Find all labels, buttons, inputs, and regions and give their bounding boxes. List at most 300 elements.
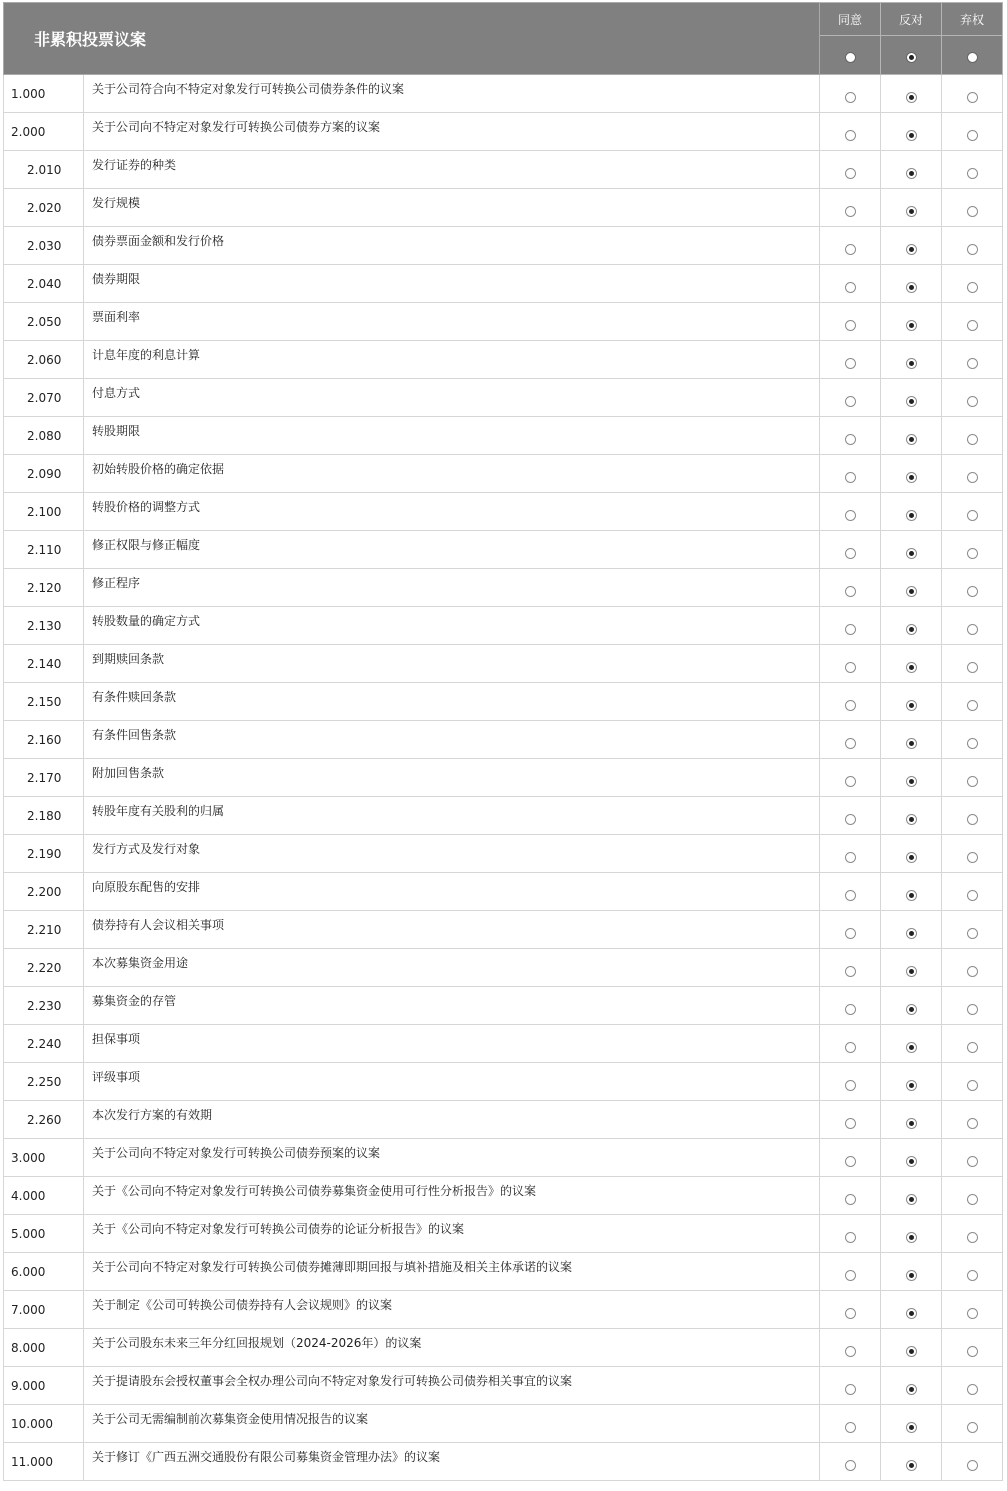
abstain-radio[interactable] <box>967 586 978 597</box>
abstain-radio[interactable] <box>967 814 978 825</box>
agree-radio[interactable] <box>845 1346 856 1357</box>
agree-radio[interactable] <box>845 1232 856 1243</box>
oppose-radio[interactable] <box>906 1308 917 1319</box>
agree-radio[interactable] <box>845 776 856 787</box>
abstain-radio[interactable] <box>967 852 978 863</box>
vote-cell-abstain <box>942 1367 1003 1405</box>
vote-cell-agree <box>820 455 881 493</box>
proposal-title: 关于公司股东未来三年分红回报规划（2024-2026年）的议案 <box>92 1336 422 1350</box>
vote-cell-abstain <box>942 303 1003 341</box>
proposal-number: 2.160 <box>4 721 84 759</box>
agree-radio[interactable] <box>845 1270 856 1281</box>
proposal-title: 债券持有人会议相关事项 <box>92 918 225 932</box>
vote-cell-oppose <box>881 303 942 341</box>
proposal-title: 计息年度的利息计算 <box>92 348 201 362</box>
abstain-radio[interactable] <box>967 700 978 711</box>
oppose-radio[interactable] <box>906 472 917 483</box>
oppose-radio[interactable] <box>906 244 917 255</box>
proposal-number: 2.060 <box>4 341 84 379</box>
oppose-radio[interactable] <box>906 510 917 521</box>
abstain-radio[interactable] <box>967 1156 978 1167</box>
agree-radio[interactable] <box>845 1118 856 1129</box>
abstain-radio[interactable] <box>967 776 978 787</box>
agree-radio[interactable] <box>845 130 856 141</box>
agree-radio[interactable] <box>845 738 856 749</box>
proposal-number: 2.120 <box>4 569 84 607</box>
proposal-number: 2.250 <box>4 1063 84 1101</box>
proposal-title-cell <box>84 1025 820 1063</box>
agree-radio[interactable] <box>845 548 856 559</box>
proposal-title-cell <box>84 1215 820 1253</box>
agree-radio[interactable] <box>845 1308 856 1319</box>
agree-radio[interactable] <box>845 662 856 673</box>
vote-cell-abstain <box>942 835 1003 873</box>
vote-cell-oppose <box>881 645 942 683</box>
vote-cell-agree <box>820 303 881 341</box>
oppose-radio[interactable] <box>906 130 917 141</box>
select-all-abstain-radio[interactable] <box>967 52 978 63</box>
proposal-title-cell <box>84 759 820 797</box>
table-row <box>4 303 1003 341</box>
oppose-radio[interactable] <box>906 852 917 863</box>
oppose-radio[interactable] <box>906 1194 917 1205</box>
abstain-radio[interactable] <box>967 206 978 217</box>
oppose-radio[interactable] <box>906 1004 917 1015</box>
vote-cell-abstain <box>942 189 1003 227</box>
agree-radio[interactable] <box>845 510 856 521</box>
vote-cell-oppose <box>881 1101 942 1139</box>
proposal-title: 转股年度有关股利的归属 <box>92 804 225 818</box>
proposal-number: 2.170 <box>4 759 84 797</box>
vote-cell-abstain <box>942 683 1003 721</box>
oppose-radio[interactable] <box>906 662 917 673</box>
vote-cell-abstain <box>942 341 1003 379</box>
table-row <box>4 911 1003 949</box>
proposal-title-cell <box>84 1291 820 1329</box>
agree-radio[interactable] <box>845 814 856 825</box>
vote-cell-oppose <box>881 1139 942 1177</box>
proposal-number: 1.000 <box>4 75 84 113</box>
table-row <box>4 455 1003 493</box>
vote-cell-oppose <box>881 949 942 987</box>
oppose-radio[interactable] <box>906 890 917 901</box>
vote-cell-agree <box>820 1139 881 1177</box>
proposal-title: 有条件赎回条款 <box>92 690 177 704</box>
oppose-radio[interactable] <box>906 168 917 179</box>
abstain-radio[interactable] <box>967 1422 978 1433</box>
vote-cell-oppose <box>881 911 942 949</box>
column-header-agree: 同意 <box>820 3 881 36</box>
proposal-title: 关于《公司向不特定对象发行可转换公司债券募集资金使用可行性分析报告》的议案 <box>92 1184 537 1198</box>
proposal-number: 2.000 <box>4 113 84 151</box>
abstain-radio[interactable] <box>967 928 978 939</box>
proposal-title: 担保事项 <box>92 1032 141 1046</box>
select-all-agree-radio[interactable] <box>845 52 856 63</box>
vote-cell-agree <box>820 151 881 189</box>
proposal-title: 关于提请股东会授权董事会全权办理公司向不特定对象发行可转换公司债券相关事宜的议案 <box>92 1374 573 1388</box>
table-row <box>4 759 1003 797</box>
oppose-radio[interactable] <box>906 1156 917 1167</box>
proposal-number: 2.130 <box>4 607 84 645</box>
abstain-radio[interactable] <box>967 662 978 673</box>
proposal-table <box>3 2 1003 1481</box>
vote-cell-agree <box>820 1025 881 1063</box>
oppose-radio[interactable] <box>906 206 917 217</box>
proposal-title: 向原股东配售的安排 <box>92 880 201 894</box>
vote-cell-abstain <box>942 1443 1003 1481</box>
proposal-title: 债券票面金额和发行价格 <box>92 234 225 248</box>
vote-cell-abstain <box>942 1025 1003 1063</box>
vote-cell-agree <box>820 607 881 645</box>
vote-cell-agree <box>820 1329 881 1367</box>
oppose-radio[interactable] <box>906 358 917 369</box>
abstain-radio[interactable] <box>967 1232 978 1243</box>
table-row <box>4 189 1003 227</box>
vote-cell-oppose <box>881 493 942 531</box>
abstain-radio[interactable] <box>967 130 978 141</box>
vote-cell-abstain <box>942 1253 1003 1291</box>
proposal-title-cell <box>84 75 820 113</box>
agree-radio[interactable] <box>845 852 856 863</box>
table-row <box>4 569 1003 607</box>
abstain-radio[interactable] <box>967 1460 978 1471</box>
agree-radio[interactable] <box>845 1422 856 1433</box>
vote-cell-agree <box>820 949 881 987</box>
vote-cell-abstain <box>942 493 1003 531</box>
vote-cell-agree <box>820 1405 881 1443</box>
proposal-number: 2.110 <box>4 531 84 569</box>
proposal-title-cell <box>84 835 820 873</box>
abstain-radio[interactable] <box>967 1194 978 1205</box>
proposal-title-cell <box>84 1405 820 1443</box>
column-header-abstain: 弃权 <box>942 3 1003 36</box>
agree-radio[interactable] <box>845 966 856 977</box>
vote-cell-abstain <box>942 911 1003 949</box>
vote-cell-agree <box>820 569 881 607</box>
proposal-number: 2.150 <box>4 683 84 721</box>
oppose-radio[interactable] <box>906 1460 917 1471</box>
vote-cell-oppose <box>881 379 942 417</box>
vote-cell-oppose <box>881 1025 942 1063</box>
oppose-radio[interactable] <box>906 1042 917 1053</box>
agree-radio[interactable] <box>845 890 856 901</box>
abstain-radio[interactable] <box>967 1270 978 1281</box>
oppose-radio[interactable] <box>906 320 917 331</box>
agree-radio[interactable] <box>845 206 856 217</box>
abstain-radio[interactable] <box>967 168 978 179</box>
proposal-title: 转股期限 <box>92 424 141 438</box>
oppose-radio[interactable] <box>906 624 917 635</box>
vote-cell-oppose <box>881 265 942 303</box>
table-row <box>4 1215 1003 1253</box>
proposal-title: 关于《公司向不特定对象发行可转换公司债券的论证分析报告》的议案 <box>92 1222 465 1236</box>
vote-cell-oppose <box>881 987 942 1025</box>
abstain-radio[interactable] <box>967 890 978 901</box>
proposal-number: 2.050 <box>4 303 84 341</box>
agree-radio[interactable] <box>845 472 856 483</box>
proposal-title: 关于公司向不特定对象发行可转换公司债券方案的议案 <box>92 120 381 134</box>
voting-form <box>3 2 1002 1481</box>
abstain-radio[interactable] <box>967 1308 978 1319</box>
vote-cell-agree <box>820 1443 881 1481</box>
proposal-title-cell <box>84 1443 820 1481</box>
vote-cell-oppose <box>881 683 942 721</box>
oppose-radio[interactable] <box>906 1346 917 1357</box>
vote-cell-oppose <box>881 1291 942 1329</box>
vote-cell-abstain <box>942 1101 1003 1139</box>
proposal-number: 7.000 <box>4 1291 84 1329</box>
vote-cell-agree <box>820 531 881 569</box>
proposal-title-cell <box>84 645 820 683</box>
vote-cell-abstain <box>942 721 1003 759</box>
vote-cell-agree <box>820 113 881 151</box>
proposal-title: 关于公司无需编制前次募集资金使用情况报告的议案 <box>92 1412 369 1426</box>
abstain-radio[interactable] <box>967 548 978 559</box>
vote-cell-agree <box>820 797 881 835</box>
agree-radio[interactable] <box>845 1080 856 1091</box>
abstain-radio[interactable] <box>967 282 978 293</box>
proposal-title: 有条件回售条款 <box>92 728 177 742</box>
agree-radio[interactable] <box>845 1460 856 1471</box>
table-row <box>4 1329 1003 1367</box>
vote-cell-agree <box>820 189 881 227</box>
abstain-radio[interactable] <box>967 434 978 445</box>
vote-cell-abstain <box>942 455 1003 493</box>
vote-cell-oppose <box>881 531 942 569</box>
proposal-title-cell <box>84 341 820 379</box>
vote-cell-oppose <box>881 759 942 797</box>
proposal-title: 初始转股价格的确定依据 <box>92 462 225 476</box>
table-row <box>4 379 1003 417</box>
proposal-number: 9.000 <box>4 1367 84 1405</box>
table-row <box>4 227 1003 265</box>
vote-cell-agree <box>820 721 881 759</box>
oppose-radio[interactable] <box>906 1118 917 1129</box>
abstain-radio[interactable] <box>967 1004 978 1015</box>
proposal-title-cell <box>84 1329 820 1367</box>
vote-cell-oppose <box>881 1329 942 1367</box>
vote-cell-agree <box>820 493 881 531</box>
table-row <box>4 873 1003 911</box>
agree-radio[interactable] <box>845 1042 856 1053</box>
agree-radio[interactable] <box>845 928 856 939</box>
oppose-radio[interactable] <box>906 700 917 711</box>
proposal-number: 2.200 <box>4 873 84 911</box>
vote-cell-agree <box>820 341 881 379</box>
proposal-number: 2.220 <box>4 949 84 987</box>
vote-cell-agree <box>820 683 881 721</box>
vote-cell-abstain <box>942 1329 1003 1367</box>
proposal-title: 转股数量的确定方式 <box>92 614 201 628</box>
abstain-radio[interactable] <box>967 966 978 977</box>
abstain-radio[interactable] <box>967 1384 978 1395</box>
vote-cell-oppose <box>881 1253 942 1291</box>
vote-cell-oppose <box>881 75 942 113</box>
abstain-radio[interactable] <box>967 510 978 521</box>
vote-cell-agree <box>820 379 881 417</box>
vote-cell-abstain <box>942 417 1003 455</box>
vote-cell-abstain <box>942 113 1003 151</box>
vote-cell-agree <box>820 759 881 797</box>
proposal-title: 转股价格的调整方式 <box>92 500 201 514</box>
vote-cell-abstain <box>942 949 1003 987</box>
proposal-number: 2.190 <box>4 835 84 873</box>
proposal-title-cell <box>84 303 820 341</box>
proposal-number: 2.020 <box>4 189 84 227</box>
abstain-radio[interactable] <box>967 738 978 749</box>
vote-cell-agree <box>820 1215 881 1253</box>
proposal-title-cell <box>84 265 820 303</box>
agree-radio[interactable] <box>845 282 856 293</box>
agree-radio[interactable] <box>845 168 856 179</box>
abstain-radio[interactable] <box>967 396 978 407</box>
vote-cell-agree <box>820 1253 881 1291</box>
proposal-number: 2.010 <box>4 151 84 189</box>
proposal-number: 3.000 <box>4 1139 84 1177</box>
oppose-radio[interactable] <box>906 1270 917 1281</box>
abstain-radio[interactable] <box>967 1080 978 1091</box>
vote-cell-oppose <box>881 1405 942 1443</box>
proposal-number: 2.240 <box>4 1025 84 1063</box>
proposal-title-cell <box>84 949 820 987</box>
proposal-title-cell <box>84 1253 820 1291</box>
proposal-number: 4.000 <box>4 1177 84 1215</box>
abstain-radio[interactable] <box>967 472 978 483</box>
proposal-title-cell <box>84 569 820 607</box>
vote-cell-agree <box>820 75 881 113</box>
proposal-number: 2.210 <box>4 911 84 949</box>
proposal-title-cell <box>84 987 820 1025</box>
vote-cell-oppose <box>881 1367 942 1405</box>
abstain-radio[interactable] <box>967 92 978 103</box>
table-row <box>4 1253 1003 1291</box>
vote-cell-abstain <box>942 569 1003 607</box>
proposal-title: 附加回售条款 <box>92 766 165 780</box>
proposal-title-cell <box>84 1177 820 1215</box>
table-row <box>4 151 1003 189</box>
table-row <box>4 1291 1003 1329</box>
proposal-title-cell <box>84 1101 820 1139</box>
vote-cell-abstain <box>942 151 1003 189</box>
vote-cell-abstain <box>942 987 1003 1025</box>
agree-radio[interactable] <box>845 1156 856 1167</box>
table-row <box>4 1063 1003 1101</box>
agree-radio[interactable] <box>845 586 856 597</box>
abstain-radio[interactable] <box>967 624 978 635</box>
table-title: 非累积投票议案 <box>4 3 820 75</box>
abstain-radio[interactable] <box>967 320 978 331</box>
proposal-number: 5.000 <box>4 1215 84 1253</box>
proposal-title: 发行证券的种类 <box>92 158 177 172</box>
agree-radio[interactable] <box>845 358 856 369</box>
table-row <box>4 341 1003 379</box>
proposal-title-cell <box>84 379 820 417</box>
abstain-radio[interactable] <box>967 1118 978 1129</box>
proposal-title-cell <box>84 873 820 911</box>
agree-radio[interactable] <box>845 700 856 711</box>
proposal-title: 修正权限与修正幅度 <box>92 538 201 552</box>
vote-cell-oppose <box>881 417 942 455</box>
oppose-radio[interactable] <box>906 1080 917 1091</box>
vote-cell-agree <box>820 1291 881 1329</box>
proposal-title-cell <box>84 1367 820 1405</box>
proposal-number: 8.000 <box>4 1329 84 1367</box>
vote-cell-oppose <box>881 227 942 265</box>
proposal-title-cell <box>84 797 820 835</box>
oppose-radio[interactable] <box>906 434 917 445</box>
oppose-radio[interactable] <box>906 92 917 103</box>
column-header-oppose: 反对 <box>881 3 942 36</box>
proposal-title: 发行规模 <box>92 196 141 210</box>
abstain-radio[interactable] <box>967 244 978 255</box>
proposal-title-cell <box>84 417 820 455</box>
table-row <box>4 1367 1003 1405</box>
oppose-radio[interactable] <box>906 776 917 787</box>
vote-cell-oppose <box>881 1443 942 1481</box>
vote-cell-abstain <box>942 645 1003 683</box>
oppose-radio[interactable] <box>906 282 917 293</box>
vote-cell-agree <box>820 227 881 265</box>
proposal-title: 关于公司向不特定对象发行可转换公司债券摊薄即期回报与填补措施及相关主体承诺的议案 <box>92 1260 573 1274</box>
agree-radio[interactable] <box>845 624 856 635</box>
table-row <box>4 987 1003 1025</box>
agree-radio[interactable] <box>845 320 856 331</box>
vote-cell-oppose <box>881 455 942 493</box>
proposal-title: 募集资金的存管 <box>92 994 177 1008</box>
proposal-title: 关于公司符合向不特定对象发行可转换公司债券条件的议案 <box>92 82 405 96</box>
oppose-radio[interactable] <box>906 1422 917 1433</box>
oppose-radio[interactable] <box>906 928 917 939</box>
oppose-radio[interactable] <box>906 586 917 597</box>
vote-cell-oppose <box>881 1177 942 1215</box>
oppose-radio[interactable] <box>906 396 917 407</box>
proposal-title: 付息方式 <box>92 386 141 400</box>
agree-radio[interactable] <box>845 1194 856 1205</box>
oppose-radio[interactable] <box>906 548 917 559</box>
oppose-radio[interactable] <box>906 1384 917 1395</box>
proposal-title: 本次发行方案的有效期 <box>92 1108 213 1122</box>
abstain-radio[interactable] <box>967 1346 978 1357</box>
select-all-oppose-radio[interactable] <box>906 52 917 63</box>
agree-radio[interactable] <box>845 1004 856 1015</box>
vote-cell-agree <box>820 835 881 873</box>
proposal-number: 10.000 <box>4 1405 84 1443</box>
abstain-radio[interactable] <box>967 358 978 369</box>
vote-cell-abstain <box>942 379 1003 417</box>
table-row <box>4 75 1003 113</box>
agree-radio[interactable] <box>845 1384 856 1395</box>
oppose-radio[interactable] <box>906 1232 917 1243</box>
agree-radio[interactable] <box>845 434 856 445</box>
oppose-radio[interactable] <box>906 966 917 977</box>
agree-radio[interactable] <box>845 396 856 407</box>
agree-radio[interactable] <box>845 92 856 103</box>
agree-radio[interactable] <box>845 244 856 255</box>
table-row <box>4 1025 1003 1063</box>
abstain-radio[interactable] <box>967 1042 978 1053</box>
proposal-title-cell <box>84 455 820 493</box>
vote-cell-agree <box>820 265 881 303</box>
table-row <box>4 683 1003 721</box>
table-row <box>4 417 1003 455</box>
oppose-radio[interactable] <box>906 738 917 749</box>
vote-cell-abstain <box>942 873 1003 911</box>
vote-cell-oppose <box>881 341 942 379</box>
proposal-number: 6.000 <box>4 1253 84 1291</box>
oppose-radio[interactable] <box>906 814 917 825</box>
vote-cell-agree <box>820 1101 881 1139</box>
vote-cell-oppose <box>881 607 942 645</box>
